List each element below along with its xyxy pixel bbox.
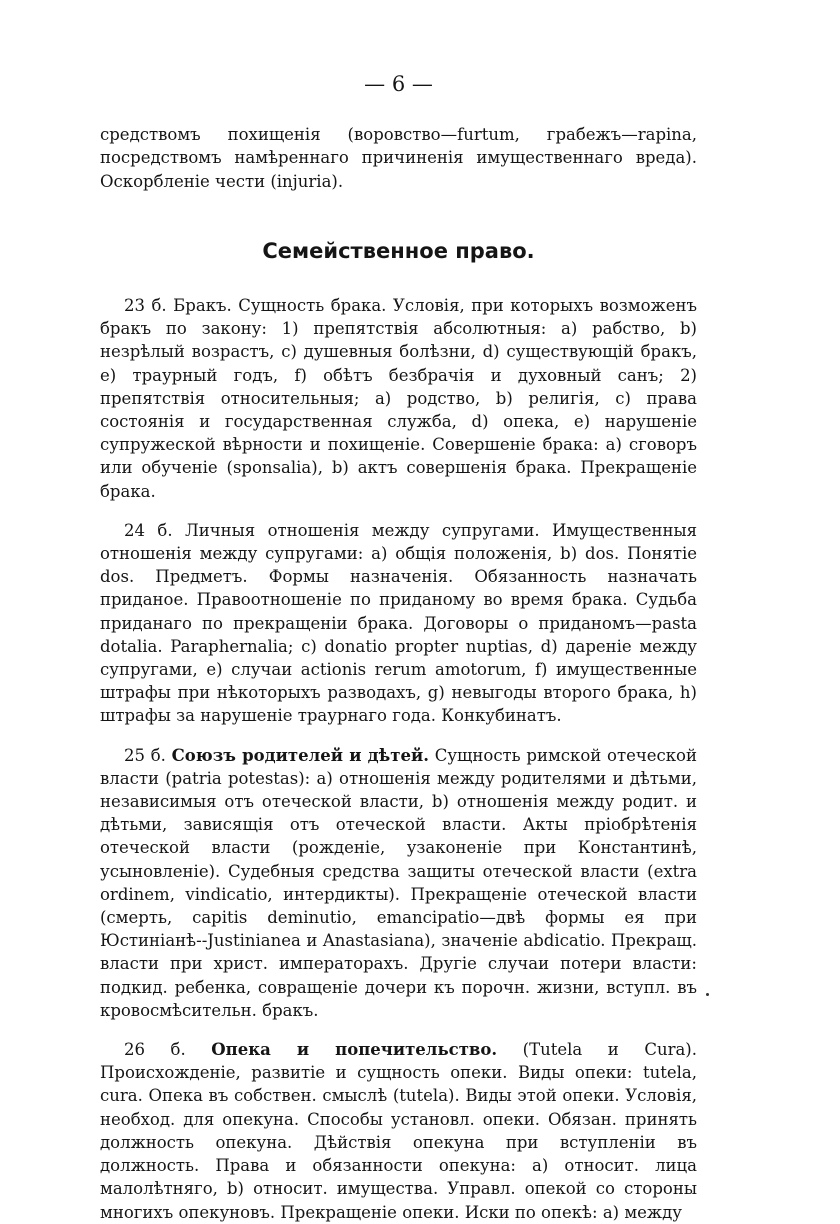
paragraph-26 [100, 1038, 697, 1224]
paragraph-26-number: 26 б. [124, 1040, 212, 1060]
paragraph-24-text: Личныя отношенія между супругами. Имущественныя отношенія между супругами: а) общія положенія, b) dos. Понятіе dos. Предметъ. Формы назначенія. Обязанность назначать приданое. Правоотношеніе по приданому во время брака. Судьба приданаго по прекращеніи брака. Договоры о приданомъ—pasta dotalia. Paraphernalia; с) donatio propter nuptias, d) дареніе между супругами, е) случаи actionis rerum amotorum, f) имущественные штрафы при нѣкоторыхъ разводахъ, g) невыгоды второго брака, h) штрафы за нарушеніе траурнаго года. Конкубинатъ. [100, 520, 697, 726]
paragraph-24 [100, 519, 697, 728]
paragraph-23-lead: 23 б. Бракъ. [124, 295, 232, 315]
paragraph-23 [100, 294, 697, 503]
paragraph-26-heading: Опека и попечительство. [211, 1040, 498, 1060]
section-heading: Семейственное право. [262, 238, 535, 263]
page-number: — 6 — [364, 72, 433, 96]
paragraph-25-number: 25 б. [124, 745, 172, 765]
margin-dot [706, 993, 709, 996]
paragraph-25-text: Сущность римской отеческой власти (patria potestas): а) отношенія между родителями и дѣтьми, независимыя отъ отеческой власти, b) отношенія между родит. и дѣтьми, зависящія отъ отеческой власти. Акты пріобрѣтенія отеческой власти (рожденіе, узаконеніе при Константинѣ, усыновленіе). Судебныя средства защиты отеческой власти (extra ordinem, vindicatio, интердикты). Прекращеніе отеческой власти (смерть, capitis deminutio, emancipatio—двѣ формы ея при Юстиніанѣ--Justinianea и Anastasiana), значеніе abdicatio. Прекращ. власти при христ. императорахъ. Другіе случаи потери власти: подкид. ребенка, совращеніе дочери къ порочн. жизни, вступл. въ кровосмѣсительн. бракъ. [100, 745, 697, 1020]
paragraph-24-lead: 24 б. [124, 520, 173, 540]
opening-paragraph: средствомъ похищенія (воровство—furtum, грабежъ—rapina, посредствомъ намѣреннаго причиненія имущественнаго вреда). Оскорбленіе чести (injuria). [100, 125, 697, 191]
paragraph-26-text: (Tutela и Cura). Происхожденіе, развитіе и сущность опеки. Виды опеки: tutela, cura. Опека въ собствен. смыслѣ (tutela). Виды этой опеки. Условія, необход. для опекуна. Способы установл. опеки. Обязан. принять должность опекуна. Дѣйствія опекуна при вступленіи въ должность. Права и обязанности опекуна: а) относит. лица малолѣтняго, b) относит. имущества. Управл. опекой со стороны многихъ опекуновъ. Прекращеніе опеки. Иски по опекѣ: а) между [100, 1040, 697, 1222]
paragraph-23-text: Сущность брака. Условія, при которыхъ возможенъ бракъ по закону: 1) препятствія абсолютныя: а) рабство, b) незрѣлый возрастъ, с) душевныя болѣзни, d) существующій бракъ, е) траурный годъ, f) обѣтъ безбрачія и духовный санъ; 2) препятствія относительныя; а) родство, b) религія, с) права состоянія и государственная служба, d) опека, е) нарушеніе супружеской вѣрности и похищеніе. Совершеніе брака: а) сговоръ или обученіе (sponsalia), b) актъ совершенія брака. Прекращеніе брака. [100, 295, 697, 501]
paragraph-25 [100, 744, 697, 1022]
paragraph-25-heading: Союзъ родителей и дѣтей. [171, 745, 429, 765]
book-page [100, 72, 697, 1224]
